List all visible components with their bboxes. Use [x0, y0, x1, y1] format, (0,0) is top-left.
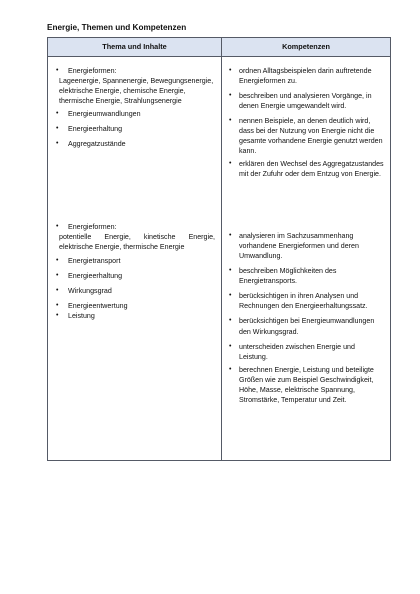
topic-group-2	[48, 222, 221, 322]
topic-group-1	[48, 66, 221, 149]
list-item: • beschreiben Möglichkeiten des Energietransports.	[229, 267, 337, 286]
bullet-icon: •	[229, 292, 232, 300]
bullet-icon: •	[56, 312, 59, 320]
competency-group-2	[222, 231, 390, 405]
energy-forms-heading: Energieformen:	[68, 67, 117, 75]
energy-forms-heading: Energieformen:	[68, 223, 117, 231]
bullet-icon: •	[56, 302, 59, 310]
list-item: • berücksichtigen bei Energieumwandlungen den Wirkungsgrad.	[229, 317, 375, 336]
topic-cell	[48, 57, 222, 461]
bullet-icon: •	[229, 267, 232, 275]
bullet-icon: •	[56, 257, 59, 265]
energy-forms-detail: potentielle Energie, kinetische Energie, elektrische Energie, thermische Energie	[59, 233, 215, 252]
bullet-icon: •	[56, 125, 59, 133]
table-row	[48, 57, 391, 461]
competency-table	[47, 37, 391, 461]
bullet-icon: •	[229, 232, 232, 239]
bullet-icon: •	[229, 342, 232, 350]
header-topic: Thema und Inhalte	[48, 38, 222, 57]
list-item: • Aggregatzustände	[56, 140, 126, 149]
list-item: • berechnen Energie, Leistung und beteiligte Größen wie zum Beispiel Geschwindigkeit, Höhe, Masse, elektrische Spannung, Stromstärke, Temperatur und Zeit.	[229, 365, 374, 404]
competency-group-1	[222, 66, 390, 179]
list-item: • beschreiben und analysieren Vorgänge, in denen Energie umgewandelt wird.	[229, 92, 372, 111]
bullet-icon: •	[56, 272, 59, 280]
list-item: • Wirkungsgrad	[56, 287, 112, 296]
bullet-icon: •	[56, 67, 59, 74]
list-item	[48, 222, 221, 232]
bullet-icon: •	[229, 159, 232, 167]
list-item: • Energieentwertung	[56, 302, 128, 311]
list-item: • nennen Beispiele, an denen deutlich wird, dass bei der Nutzung von Energie nicht die gesamte vorhandene Energie genutzt werden kann.	[229, 117, 383, 156]
page-title: Energie, Themen und Kompetenzen	[47, 23, 187, 32]
bullet-icon: •	[229, 317, 232, 325]
bullet-icon: •	[56, 223, 59, 230]
list-item: • Energieumwandlungen	[56, 110, 141, 119]
bullet-icon: •	[56, 110, 59, 118]
bullet-icon: •	[229, 67, 232, 74]
list-item: • analysieren im Sachzusammenhang vorhandene Energieformen und deren Umwandlung.	[229, 232, 359, 261]
list-item	[48, 66, 221, 76]
competencies-cell	[222, 57, 391, 461]
bullet-icon: •	[229, 117, 232, 125]
list-item: • berücksichtigen in ihren Analysen und Rechnungen den Energieerhaltungssatz.	[229, 292, 368, 311]
bullet-icon: •	[229, 92, 232, 100]
list-item: • erklären den Wechsel des Aggregatzustandes mit der Zufuhr oder dem Entzug von Energie.	[229, 159, 384, 178]
list-item: • unterscheiden zwischen Energie und Leistung.	[229, 342, 355, 361]
bullet-icon: •	[56, 287, 59, 295]
list-item: • Energieerhaltung	[56, 272, 123, 281]
list-item: • Energieerhaltung	[56, 125, 123, 134]
bullet-icon: •	[229, 365, 232, 373]
list-item: • Energietransport	[56, 257, 121, 266]
list-item: • Leistung	[56, 312, 95, 321]
bullet-icon: •	[56, 140, 59, 148]
table-header-row	[48, 38, 391, 57]
energy-forms-detail: Lageenergie, Spannenergie, Bewegungsenergie, elektrische Energie, chemische Energie, thermische Energie, Strahlungsenergie	[59, 77, 214, 106]
list-item: • ordnen Alltagsbeispielen darin auftretende Energieformen zu.	[229, 67, 372, 86]
header-competencies: Kompetenzen	[222, 38, 391, 57]
